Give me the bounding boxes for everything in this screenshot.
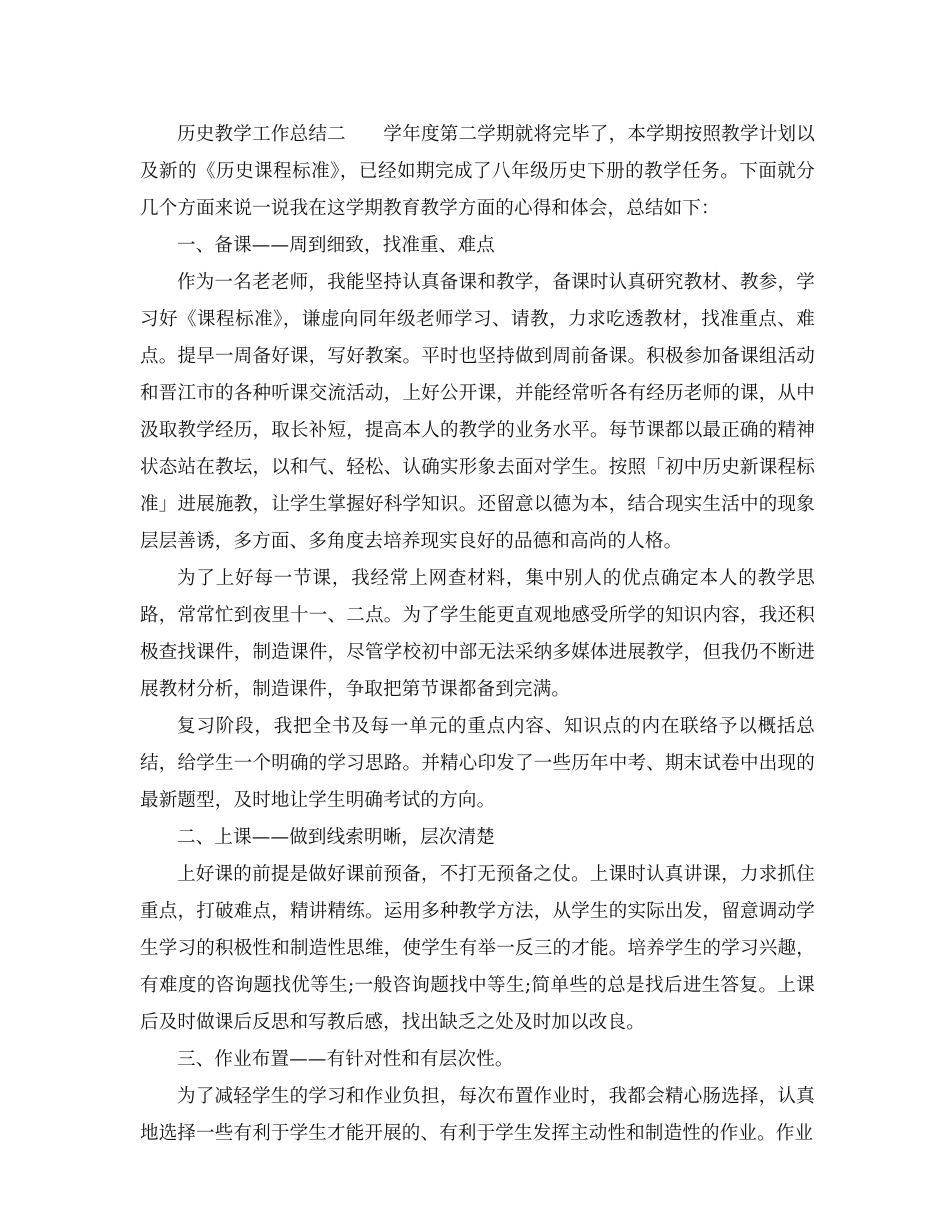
paragraph-lesson-prep: 作为一名老老师，我能坚持认真备课和教学，备课时认真研究教材、教参，学习好《课程标准》，谦虚向同年级老师学习、请教，力求吃透教材，找准重点、难点。提早一周备好课，写好教案。平时也坚持做到周前备课。积极参加备课组活动和晋江市的各种听课交流活动，上好公开课，并能经常听各有经历老师的课，从中汲取教学经历，取长补短，提高本人的教学的业务水平。每节课都以最正确的精神状态站在教坛，以和气、轻松、认确实形象去面对学生。按照「初中历史新课程标准」进展施教，让学生掌握好科学知识。还留意以德为本，结合现实生活中的现象层层善诱，多方面、多角度去培养现实良好的品德和高尚的人格。: [140, 272, 815, 552]
paragraph-materials: 为了上好每一节课，我经常上网查材料，集中别人的优点确定本人的教学思路，常常忙到夜里十一、二点。为了学生能更直观地感受所学的知识内容，我还积极查找课件，制造课件，尽管学校初中部无法采纳多媒体进展教学，但我仍不断进展教材分析，制造课件，争取把第节课都备到完满。: [140, 568, 815, 700]
section-heading-lesson-prep: 一、备课——周到细致，找准重、难点: [177, 235, 495, 256]
section-heading-homework: 三、作业布置——有针对性和有层次性。: [177, 1049, 514, 1070]
section-heading-teaching: 二、上课——做到线索明晰，层次清楚: [177, 827, 495, 848]
paragraph-homework: 为了减轻学生的学习和作业负担，每次布置作业时，我都会精心肠选择，认真地选择一些有利于学生才能开展的、有利于学生发挥主动性和制造性的作业。作业: [140, 1086, 815, 1144]
paragraph-review: 复习阶段，我把全书及每一单元的重点内容、知识点的内在联络予以概括总结，给学生一个明确的学习思路。并精心印发了一些历年中考、期末试卷中出现的最新题型，及时地让学生明确考试的方向。: [140, 716, 815, 811]
document-body: [140, 116, 815, 1152]
paragraph-intro: 历史教学工作总结二 学年度第二学期就将完毕了，本学期按照教学计划以及新的《历史课程标准》，已经如期完成了八年级历史下册的教学任务。下面就分几个方面来说一说我在这学期教育教学方面的心得和体会，总结如下：: [140, 124, 815, 219]
paragraph-teaching: 上好课的前提是做好课前预备，不打无预备之仗。上课时认真讲课，力求抓住重点，打破难点，精讲精练。运用多种教学方法，从学生的实际出发，留意调动学生学习的积极性和制造性思维，使学生有举一反三的才能。培养学生的学习兴趣，有难度的咨询题找优等生;一般咨询题找中等生;简单些的总是找后进生答复。上课后及时做课后反思和写教后感，找出缺乏之处及时加以改良。: [140, 864, 815, 1033]
